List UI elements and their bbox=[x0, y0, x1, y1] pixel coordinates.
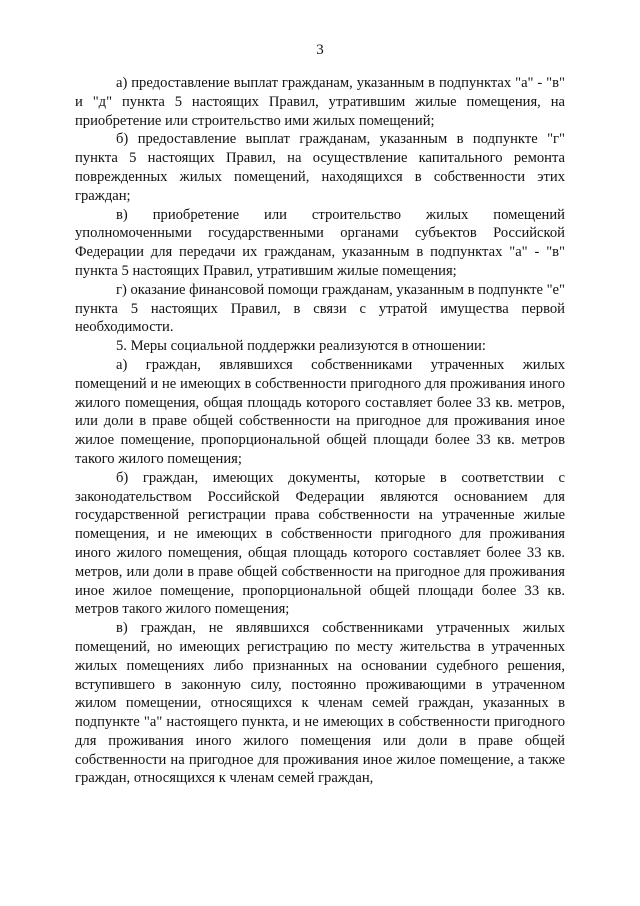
paragraph-4g: г) оказание финансовой помощи гражданам, указанным в подпункте "е" пункта 5 настоящих Правил, в связи с утратой имущества первой необходимости. bbox=[75, 281, 565, 336]
page-number: 3 bbox=[316, 42, 324, 58]
paragraph-5b: б) граждан, имеющих документы, которые в соответствии с законодательством Российской Федерации являются основанием для государственной регистрации права собственности на утраченные жилые помещения, и не имеющих в собственности пригодного для проживания иного жилого помещения, общая площадь которого составляет более 33 кв. метров, или доли в праве общей собственности на пригодное для проживания иное жилое помещение, пропорциональной общей площади более 33 кв. метров такого жилого помещения; bbox=[75, 469, 565, 618]
paragraph-4v: в) приобретение или строительство жилых помещений уполномоченными государственными органами субъектов Российской Федерации для передачи их гражданам, указанным в подпунктах "а" - "в" пункта 5 настоящих Правил, утратившим жилые помещения; bbox=[75, 206, 565, 279]
paragraph-4b: б) предоставление выплат гражданам, указанным в подпункте "г" пункта 5 настоящих Правил, на осуществление капитального ремонта поврежденных жилых помещений, находящихся в собственности этих граждан; bbox=[75, 131, 565, 204]
document-body bbox=[75, 74, 565, 788]
paragraph-4a: а) предоставление выплат гражданам, указанным в подпунктах "а" - "в" и "д" пункта 5 настоящих Правил, утратившим жилые помещения, на приобретение или строительство ими жилых помещений; bbox=[75, 75, 565, 129]
paragraph-5a: а) граждан, являвшихся собственниками утраченных жилых помещений и не имеющих в собственности пригодного для проживания иного жилого помещения, общая площадь которого составляет более 33 кв. метров, или доли в праве общей собственности на пригодное для проживания иное жилое помещение, пропорциональной общей площади более 33 кв. метров такого жилого помещения; bbox=[75, 356, 565, 467]
paragraph-5: 5. Меры социальной поддержки реализуются в отношении: bbox=[116, 338, 486, 355]
paragraph-5v: в) граждан, не являвшихся собственниками утраченных жилых помещений, но имеющих регистрацию по месту жительства в утраченных жилых помещениях либо признанных на основании судебного решения, вступившего в законную силу, постоянно проживающими в утраченном жилом помещении, относящихся к членам семей граждан, указанных в подпункте "а" настоящего пункта, и не имеющих в собственности пригодного для проживания иного жилого помещения или доли в праве общей собственности на пригодное для проживания иное жилое помещение, а также граждан, относящихся к членам семей граждан, bbox=[75, 620, 565, 787]
